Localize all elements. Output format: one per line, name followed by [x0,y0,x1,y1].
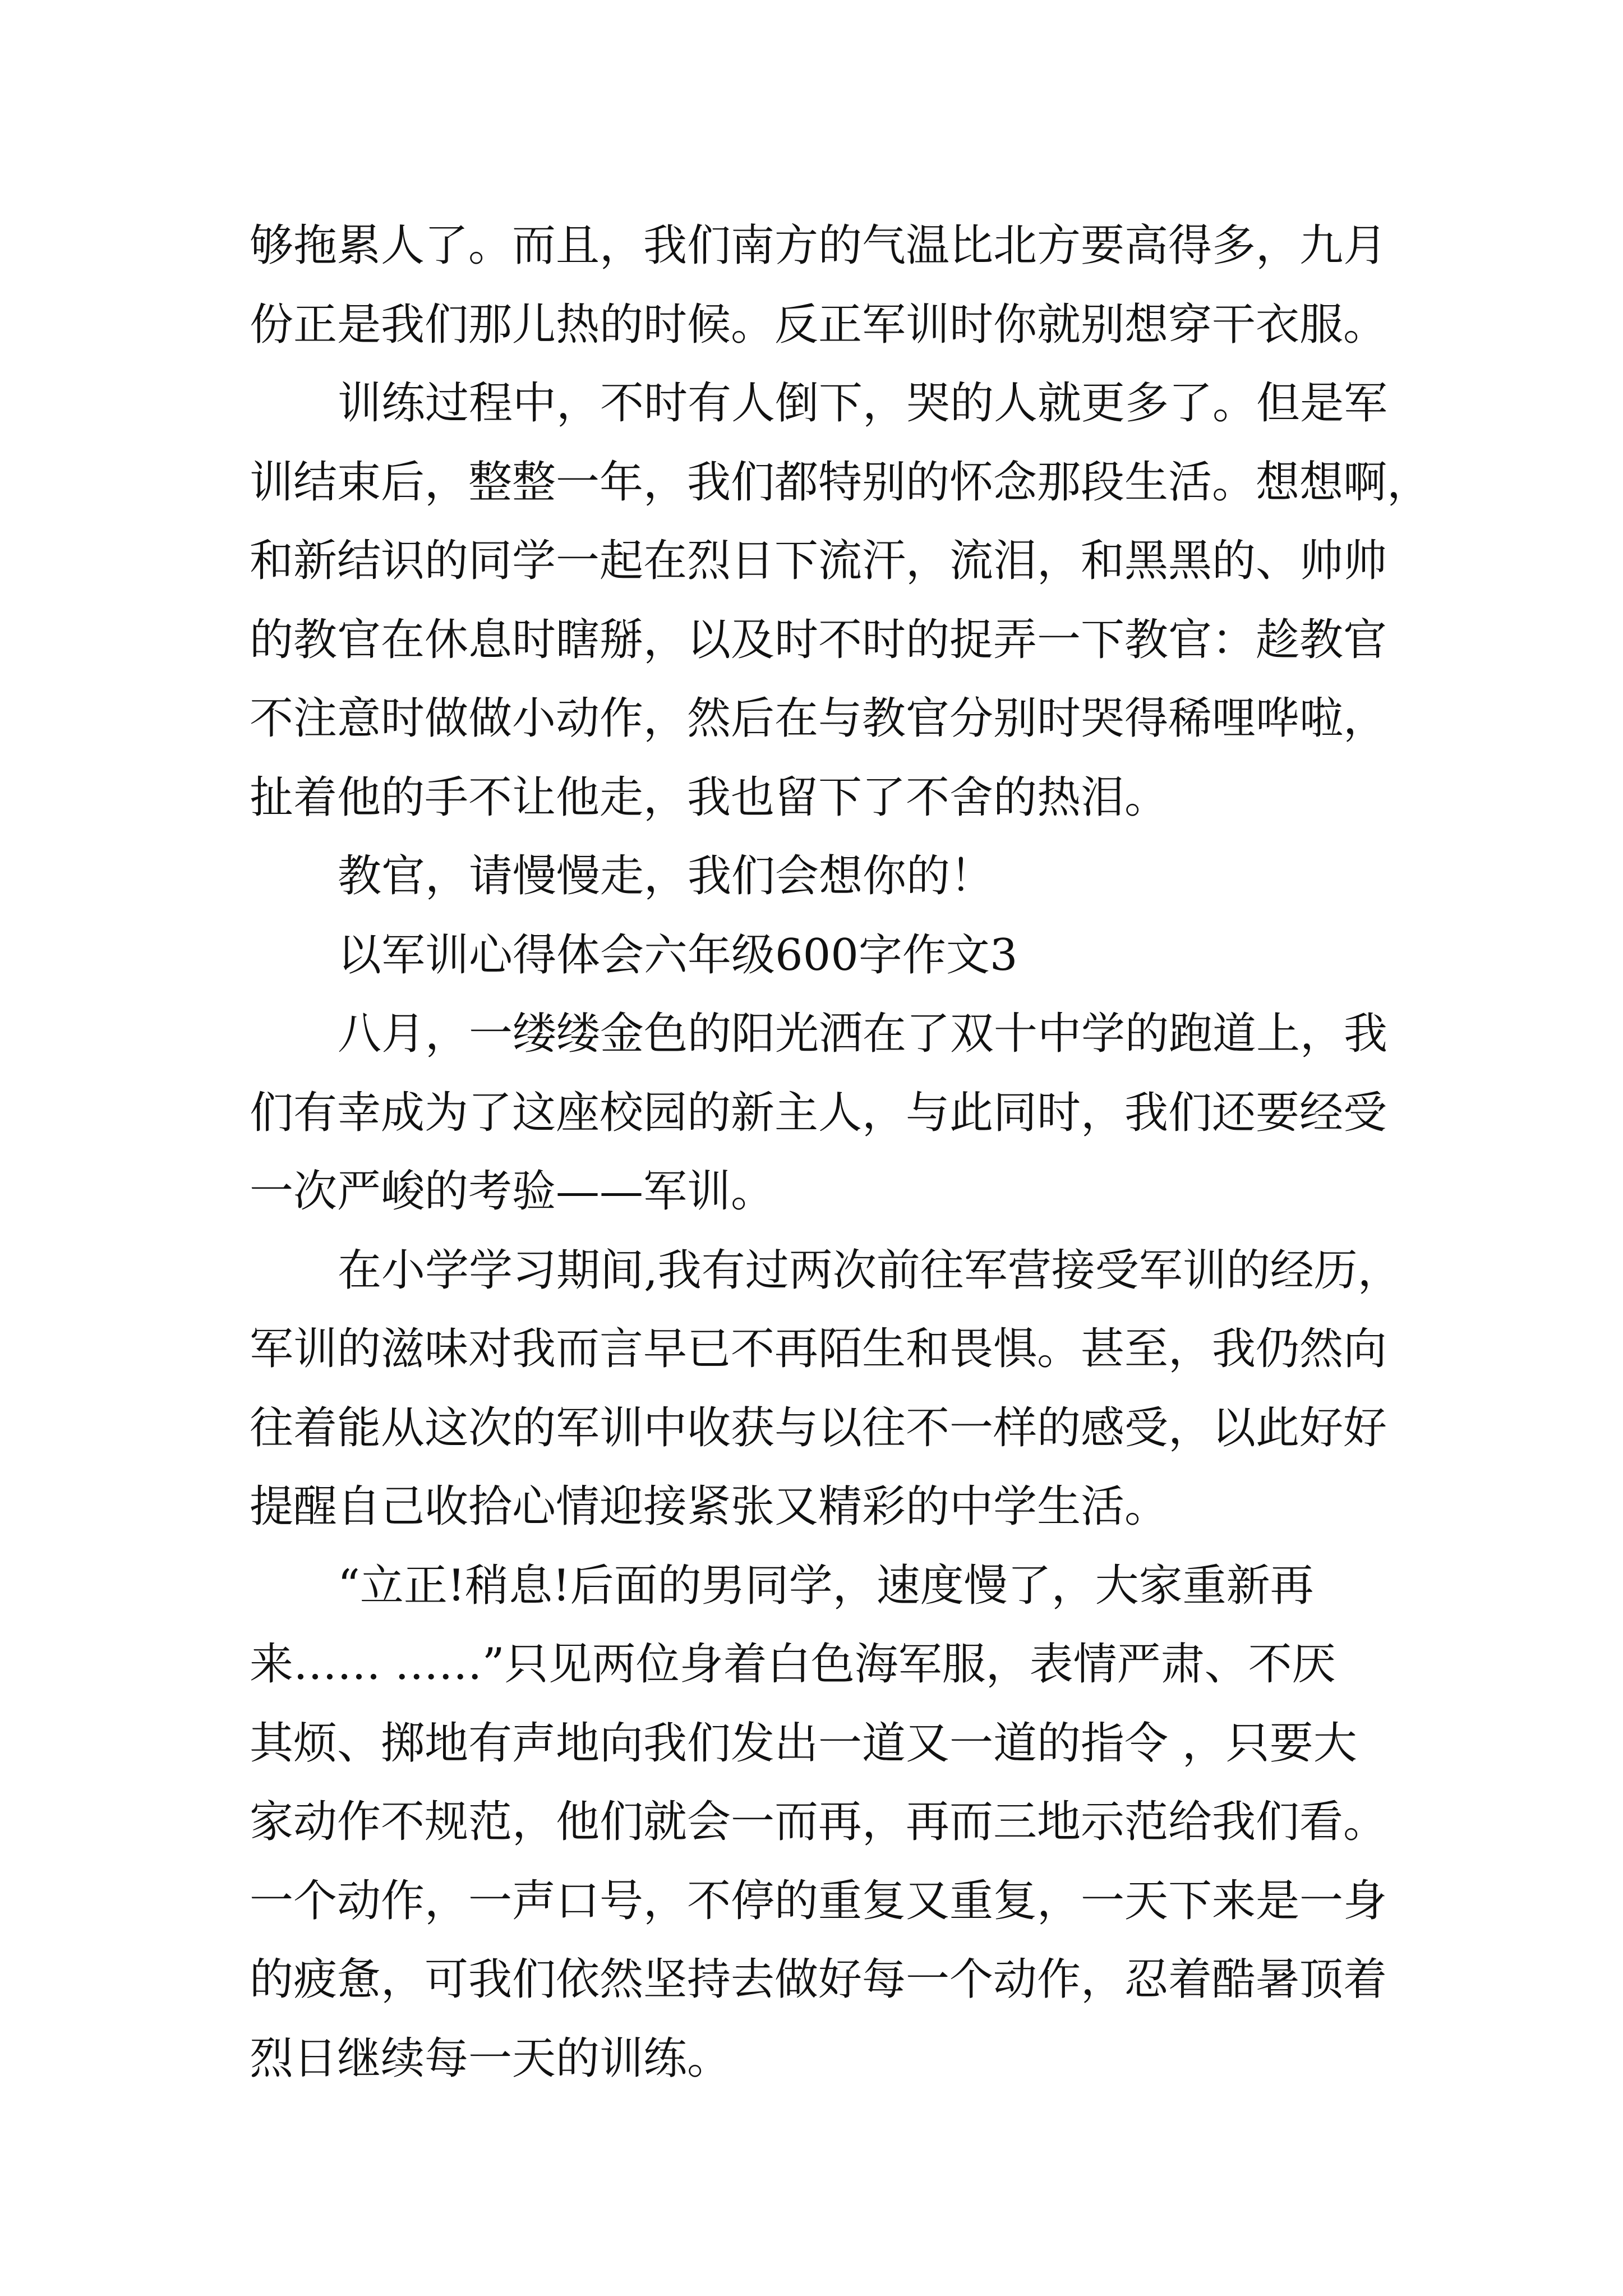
text-line: 的疲惫，可我们依然坚持去做好每一个动作，忍着酷暑顶着 [250,1954,1387,2005]
text-line: 家动作不规范，他们就会一而再，再而三地示范给我们看。 [250,1797,1387,1847]
text-line: 不注意时做做小动作，然后在与教官分别时哭得稀哩哗啦， [250,693,1387,744]
section-heading: 以军训心得体会六年级600字作文3 [338,930,1018,981]
text-line: 和新结识的同学一起在烈日下流汗，流泪，和黑黑的、帅帅 [250,536,1387,586]
essay-body [250,206,1431,2098]
text-line: 提醒自己收拾心情迎接紧张又精彩的中学生活。 [250,1481,1169,1532]
text-line: 的教官在休息时瞎掰，以及时不时的捉弄一下教官：趁教官 [250,614,1387,665]
text-line: 份正是我们那儿热的时候。反正军训时你就别想穿干衣服。 [250,299,1387,350]
text-line: 来…… ……”只见两位身着白色海军服，表情严肃、不厌 [250,1639,1336,1690]
text-line: 训结束后，整整一年，我们都特别的怀念那段生活。想想啊， [250,457,1431,508]
paragraph-start-line: 八月，一缕缕金色的阳光洒在了双十中学的跑道上，我 [338,1009,1388,1059]
text-line: 够拖累人了。而且，我们南方的气温比北方要高得多，九月 [250,220,1387,271]
paragraph-start-line: 教官，请慢慢走，我们会想你的！ [338,851,994,901]
text-line: 一个动作，一声口号，不停的重复又重复，一天下来是一身 [250,1875,1387,1926]
paragraph-start-line: “立正!稍息!后面的男同学，速度慢了，大家重新再 [338,1560,1314,1611]
text-line: 往着能从这次的军训中收获与以往不一样的感受，以此好好 [250,1402,1387,1453]
text-line: 一次严峻的考验——军训。 [250,1166,775,1217]
text-line: 烈日继续每一天的训练。 [250,2033,731,2084]
text-line: 们有幸成为了这座校园的新主人，与此同时，我们还要经受 [250,1087,1387,1138]
text-line: 其烦、掷地有声地向我们发出一道又一道的指令 ，只要大 [250,1718,1357,1769]
paragraph-start-line: 在小学学习期间,我有过两次前往军营接受军训的经历， [338,1245,1401,1296]
text-line: 军训的滋味对我而言早已不再陌生和畏惧。甚至，我仍然向 [250,1324,1387,1374]
text-line: 扯着他的手不让他走，我也留下了不舍的热泪。 [250,772,1169,823]
paragraph-start-line: 训练过程中，不时有人倒下，哭的人就更多了。但是军 [338,378,1388,429]
